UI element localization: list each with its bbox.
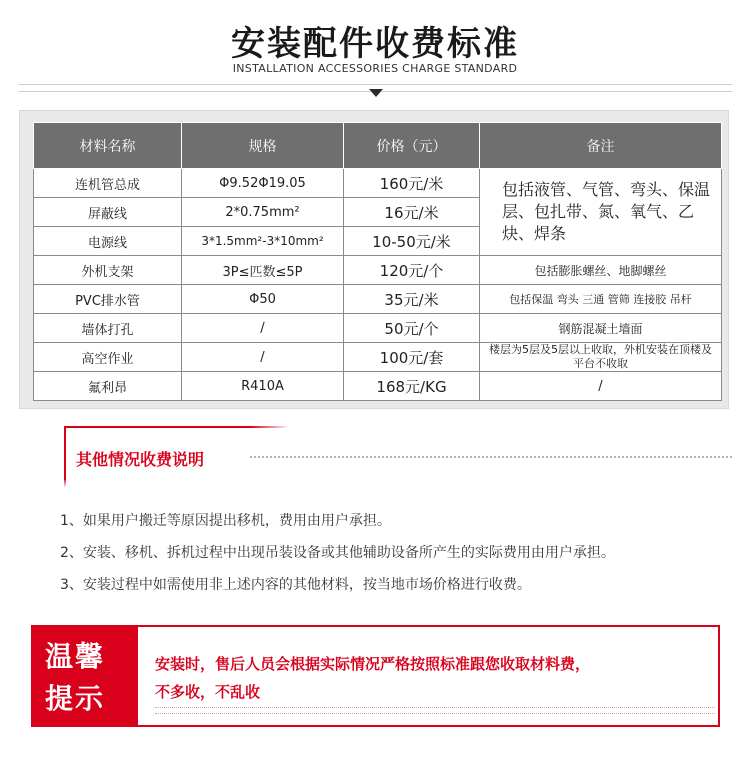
table-row: [34, 169, 722, 198]
cell-material: 屏蔽线: [34, 198, 182, 227]
section-dotted-divider: [250, 456, 732, 458]
cell-spec: R410A: [182, 372, 344, 401]
cell-price: 10-50元/米: [344, 227, 480, 256]
cell-spec: 3P≤匹数≤5P: [182, 256, 344, 285]
cell-spec: Φ9.52Φ19.05: [182, 169, 344, 198]
tip-label: [33, 627, 138, 725]
page-title: 安装配件收费标准: [231, 24, 519, 64]
cell-material: 电源线: [34, 227, 182, 256]
rule-item: 2、安装、移机、拆机过程中出现吊装设备或其他辅助设备所产生的实际费用由用户承担。: [60, 545, 615, 561]
cell-material: 氟利昂: [34, 372, 182, 401]
cell-price: 35元/米: [344, 285, 480, 314]
column-header-spec: 规格: [182, 123, 344, 169]
cell-spec: Φ50: [182, 285, 344, 314]
section-frame-fade-down: [64, 478, 66, 488]
table-row: [34, 343, 722, 372]
tip-label-line2: 提示: [45, 682, 106, 715]
page-subtitle: INSTALLATION ACCESSORIES CHARGE STANDARD: [232, 62, 518, 75]
column-header-material: 材料名称: [34, 123, 182, 169]
cell-material: 连机管总成: [34, 169, 182, 198]
fee-table: [33, 122, 722, 401]
cell-price: 16元/米: [344, 198, 480, 227]
cell-merged-note: 包括液管、气管、弯头、保温层、包扎带、氮、氧气、乙炔、焊条: [480, 169, 722, 256]
cell-spec: /: [182, 314, 344, 343]
cell-spec: 3*1.5mm²-3*10mm²: [182, 227, 344, 256]
tip-box: [31, 625, 720, 727]
rule-item: 1、如果用户搬迁等原因提出移机，费用由用户承担。: [60, 513, 391, 529]
cell-material: 高空作业: [34, 343, 182, 372]
down-arrow-icon: [369, 89, 383, 97]
table-row: [34, 285, 722, 314]
cell-spec: /: [182, 343, 344, 372]
cell-note: /: [480, 372, 722, 401]
cell-note: 楼层为5层及5层以上收取，外机安装在顶楼及平台不收取: [480, 343, 722, 372]
rule-item: 3、安装过程中如需使用非上述内容的其他材料，按当地市场价格进行收费。: [60, 577, 531, 593]
cell-price: 168元/KG: [344, 372, 480, 401]
column-header-price: 价格（元）: [344, 123, 480, 169]
tip-label-line1: 温馨: [45, 640, 106, 673]
cell-price: 100元/套: [344, 343, 480, 372]
cell-price: 160元/米: [344, 169, 480, 198]
fine-print-line: [155, 713, 715, 717]
cell-note: 钢筋混凝土墙面: [480, 314, 722, 343]
cell-note: 包括保温 弯头 三通 管筛 连接胶 吊杆: [480, 285, 722, 314]
table-row: [34, 372, 722, 401]
column-header-note: 备注: [480, 123, 722, 169]
cell-price: 120元/个: [344, 256, 480, 285]
table-header-row: [34, 123, 722, 169]
cell-note: 包括膨胀螺丝、地脚螺丝: [480, 256, 722, 285]
cell-material: 外机支架: [34, 256, 182, 285]
tip-text-line2: 不多收，不乱收: [155, 683, 261, 701]
cell-spec: 2*0.75mm²: [182, 198, 344, 227]
table-row: [34, 256, 722, 285]
tip-text-line1: 安装时，售后人员会根据实际情况严格按照标准跟您收取材料费，: [155, 655, 591, 673]
fine-print-line: [155, 707, 715, 711]
section-title: 其他情况收费说明: [76, 450, 205, 469]
cell-price: 50元/个: [344, 314, 480, 343]
cell-material: PVC排水管: [34, 285, 182, 314]
section-frame-fade: [250, 426, 290, 428]
table-row: [34, 314, 722, 343]
cell-material: 墙体打孔: [34, 314, 182, 343]
